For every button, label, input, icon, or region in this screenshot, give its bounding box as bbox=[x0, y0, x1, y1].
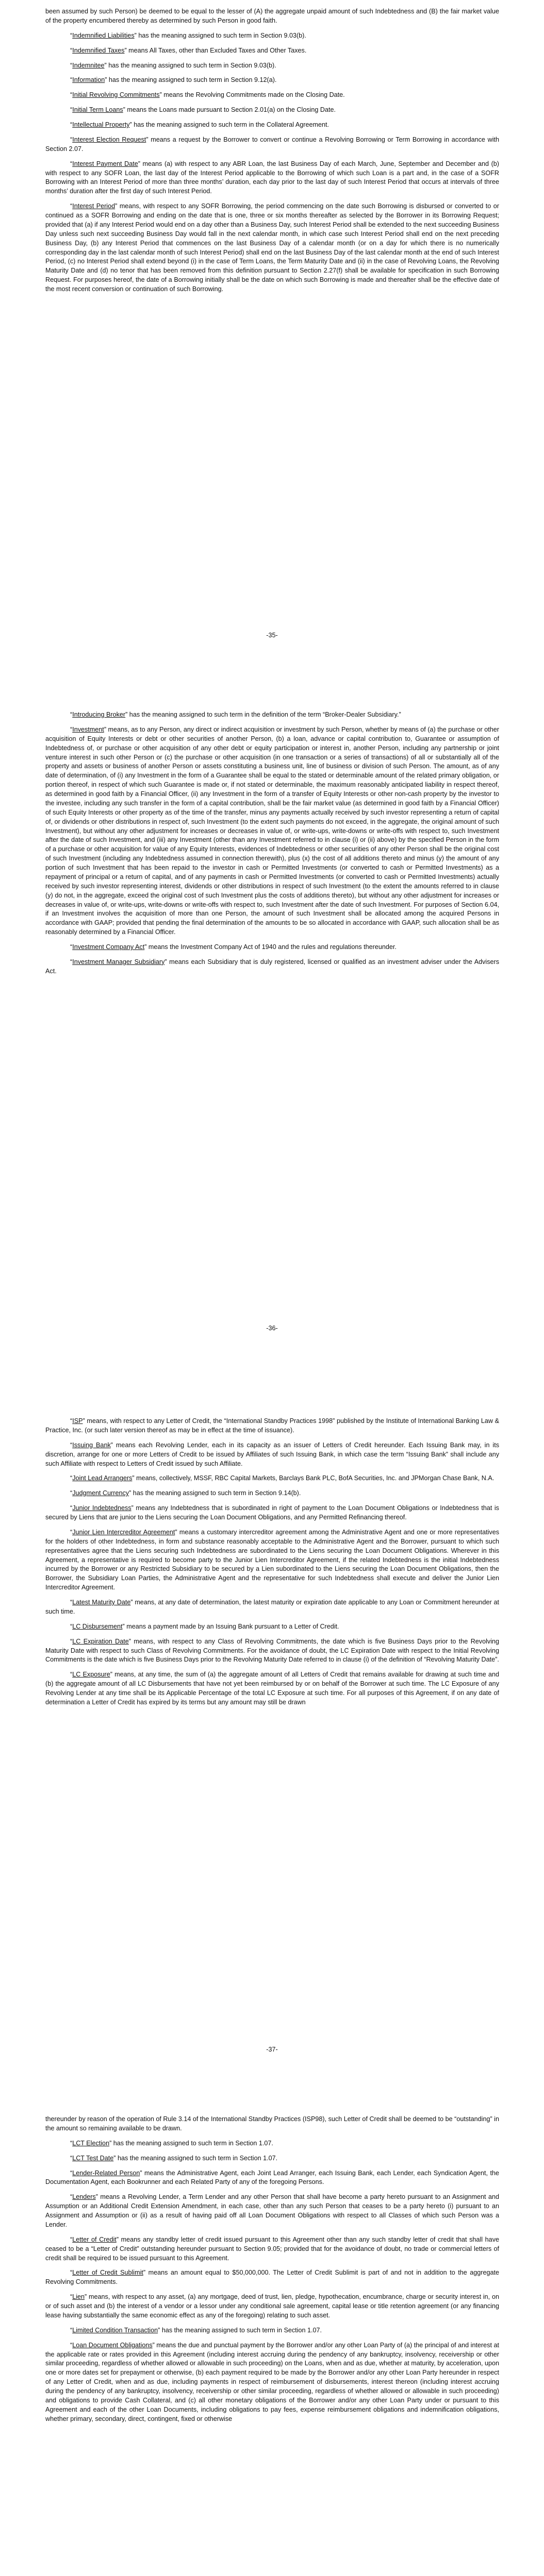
definition: “Joint Lead Arrangers” means, collectively, MSSF, RBC Capital Markets, Barclays Bank PLC, BofA Securities, Inc. and JPMorgan Chase Bank, N.A. bbox=[70, 1475, 494, 1482]
definition-text: means, with respect to any SOFR Borrowing, the period commencing on the date such Borrowing is disbursed or converted to or continued as a SOFR Borrowing and ending on the date that is one, three or six months thereafter as selected by the Borrower in its Borrowing Request; provided that (a) if any Interest Period would end on a day other than a Business Day, such Interest Period shall be extended to the next succeeding Business Day unless such next succeeding Business Day would fall in the next calendar month, in which case such Interest Period shall end on the next preceding Business Day, (b) any Interest Period that commences on the last Business Day of a calendar month (or on a day for which there is no numerically corresponding day in the last calendar month of such Interest Period) shall end on the last Business Day of the last calendar month at the end of such Interest Period, (c) no Interest Period shall extend beyond (i) in the case of Term Loans, the Term Maturity Date and (ii) in the case of Revolving Loans, the Revolving Maturity Date and (d) no tenor that has been removed from this definition pursuant to Section 2.27(f) shall be available for specification in such Borrowing Request. For purposes hereof, the date of a Borrowing initially shall be the date on which such Borrowing is made and thereafter shall be the effective date of the most recent conversion or continuation of such Borrowing. bbox=[45, 202, 499, 293]
defined-term: Initial Term Loans bbox=[72, 106, 123, 114]
definition-text: has the meaning assigned to such term in Section 9.03(b). bbox=[136, 31, 306, 39]
defined-term: Lien bbox=[72, 2293, 85, 2301]
page-number: -36- bbox=[266, 1325, 278, 1332]
definition-text: means any Indebtedness that is subordinated in right of payment to the Loan Document Obligations or Indebtedness that is secured by Liens that are junior to the Liens securing the Loan Document Obligations, and any Permitted Refinancing thereof. bbox=[45, 1504, 499, 1521]
definition: “Letter of Credit” means any standby letter of credit issued pursuant to this Agreement other than any such standby letter of credit that shall have ceased to be a “Letter of Credit” outstanding hereunder pursuant to Section 9.05; provided that for the avoidance of doubt, no trade or commercial letters of credit shall be required to be issued pursuant to this Agreement. bbox=[45, 2235, 499, 2262]
defined-term: Indemnified Liabilities bbox=[72, 31, 135, 39]
definition: “LCT Test Date” has the meaning assigned to such term in Section 1.07. bbox=[70, 2154, 278, 2162]
page-36-body bbox=[45, 710, 499, 982]
definition-text: means, with respect to any asset, (a) any mortgage, deed of trust, lien, pledge, hypothecation, encumbrance, charge or security interest in, on or of such asset and (b) the interest of a vendor or a lessor under any conditional sale agreement, capital lease or title retention agreement (or any financing lease having substantially the same economic effect as any of the foregoing) relating to such asset. bbox=[45, 2293, 499, 2319]
defined-term: Judgment Currency bbox=[72, 1489, 129, 1497]
definition: “Investment” means, as to any Person, any direct or indirect acquisition or investment by such Person, whether by means of (a) the purchase or other acquisition of Equity Interests or debt or other securities of another Person, (b) a loan, advance or capital contribution to, Guarantee or assumption of Indebtedness of, or purchase or other acquisition of any other debt or equity participation or interest in, another Person, including any partnership or joint venture interest in such other Person or (c) the purchase or other acquisition (in one transaction or a series of transactions) of all or substantially all of the property and assets or business of another Person or assets constituting a business unit, line of business or division of such Person. The amount, as of any date of determination, of (i) any Investment in the form of a Guarantee shall be equal to the stated or determinable amount of the related primary obligation, or portion thereof, in respect of which such Guarantee is made or, if not stated or determinable, the maximum reasonably anticipated liability in respect thereof, as determined in good faith by a Financial Officer, (ii) any Investment in the form of a transfer of Equity Interests or other non-cash property by the investor to the investee, including any such transfer in the form of a capital contribution, shall be the fair market value (as determined in good faith by a Financial Officer) of such Equity Interests or other property as of the time of the transfer, minus any payments actually received by such investor representing a return of capital of, or dividends or other distributions in respect of, such Investment (to the extent such payments do not exceed, in the aggregate, the original amount of such Investment), but without any other adjustment for increases or decreases in value of, or write-ups, write-downs or write-offs with respect to, such Investment after the date of such Investment, and (iii) any Investment (other than any Investment referred to in clause (i) or (ii) above) by the specified Person in the form of a purchase or other acquisition for value of any Equity Interests, evidences of Indebtedness or other securities of any other Person shall be the original cost of such Investment (including any Indebtedness assumed in connection therewith), plus (x) the cost of all additions thereto and minus (y) the amount of any portion of such Investment that has been repaid to the investor in cash or Permitted Investments (or converted to cash or Permitted Investments) as a repayment of principal or a return of capital, and of any payments in cash or Permitted Investments (or converted to cash or Permitted Investments) actually received by such investor representing interest, dividends or other distributions in respect of such Investment (to the extent the amounts referred to in clause (y) do not, in the aggregate, exceed the original cost of such Investment plus the costs of additions thereto), but without any other adjustment for increases or decreases in value of, or write-ups, write-downs or write-offs with respect to, such Investment after the date of such Investment. For purposes of Section 6.04, if an Investment involves the acquisition of more than one Person, the amount of such Investment shall be allocated among the acquired Persons in accordance with GAAP; provided that pending the final determination of the amounts to be so allocated in accordance with GAAP, such allocation shall be as reasonably determined by a Financial Officer. bbox=[45, 725, 499, 936]
defined-term: LC Disbursement bbox=[72, 1622, 123, 1630]
definition: “Intellectual Property” has the meaning assigned to such term in the Collateral Agreement. bbox=[70, 121, 329, 128]
definition-text: has the meaning assigned to such term in the Collateral Agreement. bbox=[131, 121, 329, 128]
definition: “Investment Company Act” means the Investment Company Act of 1940 and the rules and regulations thereunder. bbox=[70, 943, 397, 951]
defined-term: Introducing Broker bbox=[72, 711, 126, 718]
definition-text: has the meaning assigned to such term in Section 9.14(b). bbox=[131, 1489, 301, 1497]
definition-text: means each Revolving Lender, each in its capacity as an issuer of Letters of Credit hereunder. Each Issuing Bank may, in its discretion, arrange for one or more Letters of Credit to be issued by Affiliates of such Issuing Bank, in which case the term “Issuing Bank” shall include any such Affiliate with respect to Letters of Credit issued by such Affiliate. bbox=[45, 1441, 499, 1467]
defined-term: Junior Indebtedness bbox=[72, 1504, 131, 1512]
defined-term: LC Exposure bbox=[72, 1671, 110, 1679]
definition-text: means a request by the Borrower to convert or continue a Revolving Borrowing or Term Borrowing in accordance with Section 2.07. bbox=[45, 135, 499, 152]
paragraph-text: been assumed by such Person) be deemed to be equal to the lesser of (A) the aggregate unpaid amount of such Indebtedness and (B) the fair market value of the property encumbered thereby as determined by such Person in good faith. bbox=[45, 8, 499, 24]
page-35-body bbox=[45, 7, 499, 300]
definition-text: has the meaning assigned to such term in Section 1.07. bbox=[116, 2154, 278, 2162]
definition-text: means, at any time, the sum of (a) the aggregate amount of all Letters of Credit that remains available for drawing at such time and (b) the aggregate amount of all LC Disbursements that have not yet been reimbursed by or on behalf of the Borrower at such time. The LC Exposure of any Revolving Lender at any time shall be its Applicable Percentage of the total LC Exposure at such time. For all purposes of this Agreement, if on any date of determination a Letter of Credit has expired by its terms but any amount may still be drawn bbox=[45, 1671, 499, 1706]
definition-text: means, with respect to any Letter of Credit, the “International Standby Practices 1998” published by the Institute of International Banking Law & Practice, Inc. (or such later version thereof as may be in effect at the time of issuance). bbox=[45, 1417, 499, 1434]
definition-text: means, as to any Person, any direct or indirect acquisition or investment by such Person, whether by means of (a) the purchase or other acquisition of Equity Interests or debt or other securities of another Person, (b) a loan, advance or capital contribution to, Guarantee or assumption of Indebtedness of, or purchase or other acquisition of any other debt or equity participation or interest in, another Person, including any partnership or joint venture interest in such other Person or (c) the purchase or other acquisition (in one transaction or a series of transactions) of all or substantially all of the property and assets or business of another Person or assets constituting a business unit, line of business or division of such Person. The amount, as of any date of determination, of (i) any Investment in the form of a Guarantee shall be equal to the stated or determinable amount of the related primary obligation, or portion thereof, in respect of which such Guarantee is made or, if not stated or determinable, the maximum reasonably anticipated liability in respect thereof, as determined in good faith by a Financial Officer, (ii) any Investment in the form of a transfer of Equity Interests or other non-cash property by the investor to the investee, including any such transfer in the form of a capital contribution, shall be the fair market value (as determined in good faith by a Financial Officer) of such Equity Interests or other property as of the time of the transfer, minus any payments actually received by such investor representing a return of capital of, or dividends or other distributions in respect of, such Investment (to the extent such payments do not exceed, in the aggregate, the original amount of such Investment), but without any other adjustment for increases or decreases in value of, or write-ups, write-downs or write-offs with respect to, such Investment after the date of such Investment, and (iii) any Investment (other than any Investment referred to in clause (i) or (ii) above) by the specified Person in the form of a purchase or other acquisition for value of any Equity Interests, evidences of Indebtedness or other securities of any other Person shall be the original cost of such Investment (including any Indebtedness assumed in connection therewith), plus (x) the cost of all additions thereto and minus (y) the amount of any portion of such Investment that has been repaid to the investor in cash or Permitted Investments (or converted to cash or Permitted Investments) as a repayment of principal or a return of capital, and of any payments in cash or Permitted Investments (or converted to cash or Permitted Investments) actually received by such investor representing interest, dividends or other distributions in respect of such Investment (to the extent the amounts referred to in clause (y) do not, in the aggregate, exceed the original cost of such Investment plus the costs of additions thereto), but without any other adjustment for increases or decreases in value of, or write-ups, write-downs or write-offs with respect to, such Investment after the date of such Investment. For purposes of Section 6.04, if an Investment involves the acquisition of more than one Person, the amount of such Investment shall be allocated among the acquired Persons in accordance with GAAP; provided that pending the final determination of the amounts to be so allocated in accordance with GAAP, such allocation shall be as reasonably determined by a Financial Officer. bbox=[45, 725, 499, 936]
definition-text: means, collectively, MSSF, RBC Capital Markets, Barclays Bank PLC, BofA Securities, Inc. and JPMorgan Chase Bank, N.A. bbox=[134, 1475, 494, 1482]
defined-term: Issuing Bank bbox=[72, 1441, 111, 1449]
definition: “Loan Document Obligations” means the due and punctual payment by the Borrower and/or any other Loan Party of (a) the principal of and interest at the applicable rate or rates provided in this Agreement (including interest accruing during the pendency of any bankruptcy, insolvency, receivership or other similar proceeding, regardless of whether allowed or allowable in such proceeding) on the Loans, when and as due, whether at maturity, by acceleration, upon one or more dates set for prepayment or otherwise, (b) each payment required to be made by the Borrower and/or any other Loan Party hereunder in respect of any Letter of Credit, when and as due, including payments in respect of reimbursement of disbursements, interest thereon (including interest accruing during the pendency of any bankruptcy, insolvency, receivership or other similar proceeding, regardless of whether allowed or allowable in such proceeding) and obligations to provide Cash Collateral, and (c) all other monetary obligations of the Borrower and/or any other Loan Party under or pursuant to this Agreement and each of the other Loan Documents, including obligations to pay fees, expense reimbursement obligations and indemnification obligations, whether primary, secondary, direct, contingent, fixed or otherwise bbox=[45, 2341, 499, 2422]
defined-term: Indemnitee bbox=[72, 61, 105, 69]
definition: “Letter of Credit Sublimit” means an amount equal to $50,000,000. The Letter of Credit Sublimit is part of and not in addition to the aggregate Revolving Commitments. bbox=[45, 2269, 499, 2286]
defined-term: Letter of Credit Sublimit bbox=[72, 2269, 143, 2277]
definition: “Issuing Bank” means each Revolving Lender, each in its capacity as an issuer of Letters of Credit hereunder. Each Issuing Bank may, in its discretion, arrange for one or more Letters of Credit to be issued by Affiliates of such Issuing Bank, in which case the term “Issuing Bank” shall include any such Affiliate with respect to Letters of Credit issued by such Affiliate. bbox=[45, 1441, 499, 1467]
defined-term: Interest Election Request bbox=[72, 135, 146, 143]
defined-term: Joint Lead Arrangers bbox=[72, 1475, 133, 1482]
defined-term: Investment Manager Subsidiary bbox=[72, 958, 165, 965]
paragraph bbox=[45, 2115, 499, 2133]
definition-text: means any standby letter of credit issued pursuant to this Agreement other than any such standby letter of credit that shall have ceased to be a “Letter of Credit” outstanding hereunder pursuant to Section 9.05; provided that for the avoidance of doubt, no trade or commercial letters of credit shall be required to be issued pursuant to this Agreement. bbox=[45, 2235, 499, 2262]
definition: “ISP” means, with respect to any Letter of Credit, the “International Standby Practices 1998” published by the Institute of International Banking Law & Practice, Inc. (or such later version thereof as may be in effect at the time of issuance). bbox=[45, 1417, 499, 1434]
defined-term: Interest Payment Date bbox=[72, 160, 138, 167]
definition: “Limited Condition Transaction” has the meaning assigned to such term in Section 1.07. bbox=[70, 2326, 322, 2334]
page-37-body bbox=[45, 1417, 499, 1713]
definition: “Lenders” means a Revolving Lender, a Term Lender and any other Person that shall have become a party hereto pursuant to an Assignment and Assumption or an Additional Credit Extension Amendment, in each case, other than any such Person that ceases to be a party hereto (i) pursuant to an Assignment and Assumption or (ii) as a result of having paid off all Loan Document Obligations with respect to all Classes of which such Person was a Lender. bbox=[45, 2193, 499, 2228]
defined-term: Junior Lien Intercreditor Agreement bbox=[72, 1528, 175, 1536]
definition-text: means the Investment Company Act of 1940 and the rules and regulations thereunder. bbox=[146, 943, 397, 951]
paragraph bbox=[45, 7, 499, 26]
definition: “Investment Manager Subsidiary” means each Subsidiary that is duly registered, licensed or qualified as an investment adviser under the Advisers Act. bbox=[45, 958, 499, 975]
definition: “Indemnitee” has the meaning assigned to such term in Section 9.03(b). bbox=[70, 61, 276, 69]
definition: “Interest Payment Date” means (a) with respect to any ABR Loan, the last Business Day of each March, June, September and December and (b) with respect to any SOFR Loan, the last day of the Interest Period applicable to the Borrowing of which such Loan is a part and, in the case of a SOFR Borrowing with an Interest Period of more than three months’ duration, each day prior to the last day of such Interest Period that occurs at intervals of three months’ duration after the first day of such Interest Period. bbox=[45, 160, 499, 195]
definition: “Lender-Related Person” means the Administrative Agent, each Joint Lead Arranger, each Issuing Bank, each Lender, each Syndication Agent, the Documentation Agent, each Bookrunner and each Related Party of any of the foregoing Persons. bbox=[45, 2169, 500, 2186]
definition: “Judgment Currency” has the meaning assigned to such term in Section 9.14(b). bbox=[70, 1489, 301, 1497]
definition-text: means the Loans made pursuant to Section 2.01(a) on the Closing Date. bbox=[125, 106, 336, 114]
definition-text: means the Administrative Agent, each Joint Lead Arranger, each Issuing Bank, each Lender, each Syndication Agent, the Documentation Agent, each Bookrunner and each Related Party of any of the foregoing Persons. bbox=[45, 2169, 500, 2186]
paragraph-text: thereunder by reason of the operation of Rule 3.14 of the International Standby Practices (ISP98), such Letter of Credit shall be deemed to be “outstanding” in the amount so remaining available to be drawn. bbox=[45, 2115, 499, 2132]
definition: “Initial Revolving Commitments” means the Revolving Commitments made on the Closing Date. bbox=[70, 91, 345, 99]
definition: “Indemnified Taxes” means All Taxes, other than Excluded Taxes and Other Taxes. bbox=[70, 46, 307, 54]
definition: “LC Expiration Date” means, with respect to any Class of Revolving Commitments, the date which is five Business Days prior to the Revolving Maturity Date with respect to such Class of Revolving Commitments. For the avoidance of doubt, the LC Expiration Date with respect to the Initial Revolving Commitments is the date which is five Business Days prior to the Revolving Maturity Date referred to in clause (i) of the definition of “Revolving Maturity Date”. bbox=[45, 1637, 499, 1664]
definition-text: means the due and punctual payment by the Borrower and/or any other Loan Party of (a) the principal of and interest at the applicable rate or rates provided in this Agreement (including interest accruing during the pendency of any bankruptcy, insolvency, receivership or other similar proceeding, regardless of whether allowed or allowable in such proceeding) on the Loans, when and as due, whether at maturity, by acceleration, upon one or more dates set for prepayment or otherwise, (b) each payment required to be made by the Borrower and/or any other Loan Party hereunder in respect of any Letter of Credit, when and as due, including payments in respect of reimbursement of disbursements, interest thereon (including interest accruing during the pendency of any bankruptcy, insolvency, receivership or other similar proceeding, regardless of whether allowed or allowable in such proceeding) and obligations to provide Cash Collateral, and (c) all other monetary obligations of the Borrower and/or any other Loan Party under or pursuant to this Agreement and each of the other Loan Documents, including obligations to pay fees, expense reimbursement obligations and indemnification obligations, whether primary, secondary, direct, contingent, fixed or otherwise bbox=[45, 2341, 499, 2422]
defined-term: LCT Test Date bbox=[72, 2154, 114, 2162]
defined-term: Indemnified Taxes bbox=[72, 46, 125, 54]
defined-term: Intellectual Property bbox=[72, 121, 130, 128]
defined-term: Interest Period bbox=[72, 202, 116, 210]
definition-text: has the meaning assigned to such term in Section 9.03(b). bbox=[106, 61, 276, 69]
definition: “Information” has the meaning assigned to such term in Section 9.12(a). bbox=[70, 76, 277, 84]
definition: “Indemnified Liabilities” has the meaning assigned to such term in Section 9.03(b). bbox=[70, 31, 306, 39]
definition-text: has the meaning assigned to such term in Section 1.07. bbox=[160, 2326, 322, 2334]
defined-term: Lender-Related Person bbox=[72, 2169, 140, 2177]
defined-term: Loan Document Obligations bbox=[72, 2341, 153, 2349]
definition-text: means, at any date of determination, the latest maturity or expiration date applicable to any Loan or Commitment hereunder at such time. bbox=[45, 1599, 499, 1615]
page-number: -35- bbox=[266, 632, 278, 639]
defined-term: LC Expiration Date bbox=[72, 1637, 129, 1645]
definition: “Latest Maturity Date” means, at any date of determination, the latest maturity or expiration date applicable to any Loan or Commitment hereunder at such time. bbox=[45, 1599, 499, 1615]
defined-term: LCT Election bbox=[72, 2139, 110, 2147]
definition: “Interest Period” means, with respect to any SOFR Borrowing, the period commencing on the date such Borrowing is disbursed or converted to or continued as a SOFR Borrowing and ending on the date that is one, three or six months thereafter as selected by the Borrower in its Borrowing Request; provided that (a) if any Interest Period would end on a day other than a Business Day, such Interest Period shall be extended to the next succeeding Business Day unless such next succeeding Business Day would fall in the next calendar month, in which case such Interest Period shall end on the next preceding Business Day, (b) any Interest Period that commences on the last Business Day of a calendar month (or on a day for which there is no numerically corresponding day in the last calendar month of such Interest Period) shall end on the last Business Day of the last calendar month at the end of such Interest Period, (c) no Interest Period shall extend beyond (i) in the case of Term Loans, the Term Maturity Date and (ii) in the case of Revolving Loans, the Revolving Maturity Date and (d) no tenor that has been removed from this definition pursuant to Section 2.27(f) shall be available for specification in such Borrowing Request. For purposes hereof, the date of a Borrowing initially shall be the date on which such Borrowing is made and thereafter shall be the effective date of the most recent conversion or continuation of such Borrowing. bbox=[45, 202, 499, 293]
defined-term: Initial Revolving Commitments bbox=[72, 91, 160, 99]
definition: “Lien” means, with respect to any asset, (a) any mortgage, deed of trust, lien, pledge, hypothecation, encumbrance, charge or security interest in, on or of such asset and (b) the interest of a vendor or a lessor under any conditional sale agreement, capital lease or title retention agreement (or any financing lease having substantially the same economic effect as any of the foregoing) relating to such asset. bbox=[45, 2293, 499, 2319]
page-38-body bbox=[45, 2115, 499, 2430]
definition: “LCT Election” has the meaning assigned to such term in Section 1.07. bbox=[70, 2139, 273, 2147]
defined-term: Latest Maturity Date bbox=[72, 1599, 131, 1606]
defined-term: Limited Condition Transaction bbox=[72, 2326, 158, 2334]
defined-term: Information bbox=[72, 76, 105, 84]
definition-text: means each Subsidiary that is duly registered, licensed or qualified as an investment adviser under the Advisers Act. bbox=[45, 958, 499, 975]
definition-text: means a customary intercreditor agreement among the Administrative Agent and one or more representatives for the holders of other Indebtedness, in form and substance reasonably acceptable to the Administrative Agent and the Borrower, pursuant to which such representatives agree that the Liens securing such Indebtedness are subordinated to the Liens securing the Loan Document Obligations. Wherever in this Agreement, a representative is required to become party to the Junior Lien Intercreditor Agreement, if the related Indebtedness is the initial Indebtedness incurred by the Borrower or any Restricted Subsidiary to be secured by a Lien subordinated to the Liens securing the Loan Document Obligations, then the Borrower, the Subsidiary Loan Parties, the Administrative Agent and the representative for such Indebtedness shall execute and deliver the Junior Lien Intercreditor Agreement. bbox=[45, 1528, 499, 1591]
page-number: -37- bbox=[266, 2046, 278, 2053]
definition-text: means, with respect to any Class of Revolving Commitments, the date which is five Business Days prior to the Revolving Maturity Date with respect to such Class of Revolving Commitments. For the avoidance of doubt, the LC Expiration Date with respect to the Initial Revolving Commitments is the date which is five Business Days prior to the Revolving Maturity Date referred to in clause (i) of the definition of “Revolving Maturity Date”. bbox=[45, 1637, 499, 1664]
definition: “Junior Lien Intercreditor Agreement” means a customary intercreditor agreement among the Administrative Agent and one or more representatives for the holders of other Indebtedness, in form and substance reasonably acceptable to the Administrative Agent and the Borrower, pursuant to which such representatives agree that the Liens securing such Indebtedness are subordinated to the Liens securing the Loan Document Obligations. Wherever in this Agreement, a representative is required to become party to the Junior Lien Intercreditor Agreement, if the related Indebtedness is the initial Indebtedness incurred by the Borrower or any Restricted Subsidiary to be secured by a Lien subordinated to the Liens securing the Loan Document Obligations, then the Borrower, the Subsidiary Loan Parties, the Administrative Agent and the representative for such Indebtedness shall execute and deliver the Junior Lien Intercreditor Agreement. bbox=[45, 1528, 499, 1591]
defined-term: Investment Company Act bbox=[72, 943, 145, 951]
defined-term: ISP bbox=[72, 1417, 83, 1425]
defined-term: Investment bbox=[72, 725, 104, 733]
definition: “Initial Term Loans” means the Loans made pursuant to Section 2.01(a) on the Closing Date. bbox=[70, 106, 336, 114]
defined-term: Lenders bbox=[72, 2193, 96, 2201]
definition-text: means an amount equal to $50,000,000. The Letter of Credit Sublimit is part of and not in addition to the aggregate Revolving Commitments. bbox=[45, 2269, 499, 2286]
definition-text: has the meaning assigned to such term in the definition of the term “Broker-Dealer Subsidiary.” bbox=[127, 711, 401, 718]
definition-text: means a Revolving Lender, a Term Lender and any other Person that shall have become a party hereto pursuant to an Assignment and Assumption or an Additional Credit Extension Amendment, in each case, other than any such Person that ceases to be a party hereto (i) pursuant to an Assignment and Assumption or (ii) as a result of having paid off all Loan Document Obligations with respect to all Classes of which such Person was a Lender. bbox=[45, 2193, 499, 2228]
definition: “LC Exposure” means, at any time, the sum of (a) the aggregate amount of all Letters of Credit that remains available for drawing at such time and (b) the aggregate amount of all LC Disbursements that have not yet been reimbursed by or on behalf of the Borrower at such time. The LC Exposure of any Revolving Lender at any time shall be its Applicable Percentage of the total LC Exposure at such time. For all purposes of this Agreement, if on any date of determination a Letter of Credit has expired by its terms but any amount may still be drawn bbox=[45, 1671, 499, 1706]
definition: “LC Disbursement” means a payment made by an Issuing Bank pursuant to a Letter of Credit. bbox=[70, 1622, 339, 1630]
definition-text: means (a) with respect to any ABR Loan, the last Business Day of each March, June, September and December and (b) with respect to any SOFR Loan, the last day of the Interest Period applicable to the Borrowing of which such Loan is a part and, in the case of a SOFR Borrowing with an Interest Period of more than three months’ duration, each day prior to the last day of such Interest Period that occurs at intervals of three months’ duration after the first day of such Interest Period. bbox=[45, 160, 499, 195]
definition: “Junior Indebtedness” means any Indebtedness that is subordinated in right of payment to the Loan Document Obligations or Indebtedness that is secured by Liens that are junior to the Liens securing the Loan Document Obligations, and any Permitted Refinancing thereof. bbox=[45, 1504, 499, 1521]
definition-text: has the meaning assigned to such term in Section 1.07. bbox=[111, 2139, 273, 2147]
definition-text: has the meaning assigned to such term in Section 9.12(a). bbox=[107, 76, 277, 84]
definition: “Introducing Broker” has the meaning assigned to such term in the definition of the term “Broker-Dealer Subsidiary.” bbox=[70, 711, 401, 718]
definition-text: means a payment made by an Issuing Bank pursuant to a Letter of Credit. bbox=[124, 1622, 339, 1630]
definition: “Interest Election Request” means a request by the Borrower to convert or continue a Revolving Borrowing or Term Borrowing in accordance with Section 2.07. bbox=[45, 135, 499, 152]
definition-text: means All Taxes, other than Excluded Taxes and Other Taxes. bbox=[126, 46, 307, 54]
defined-term: Letter of Credit bbox=[72, 2235, 117, 2243]
definition-text: means the Revolving Commitments made on the Closing Date. bbox=[161, 91, 345, 99]
